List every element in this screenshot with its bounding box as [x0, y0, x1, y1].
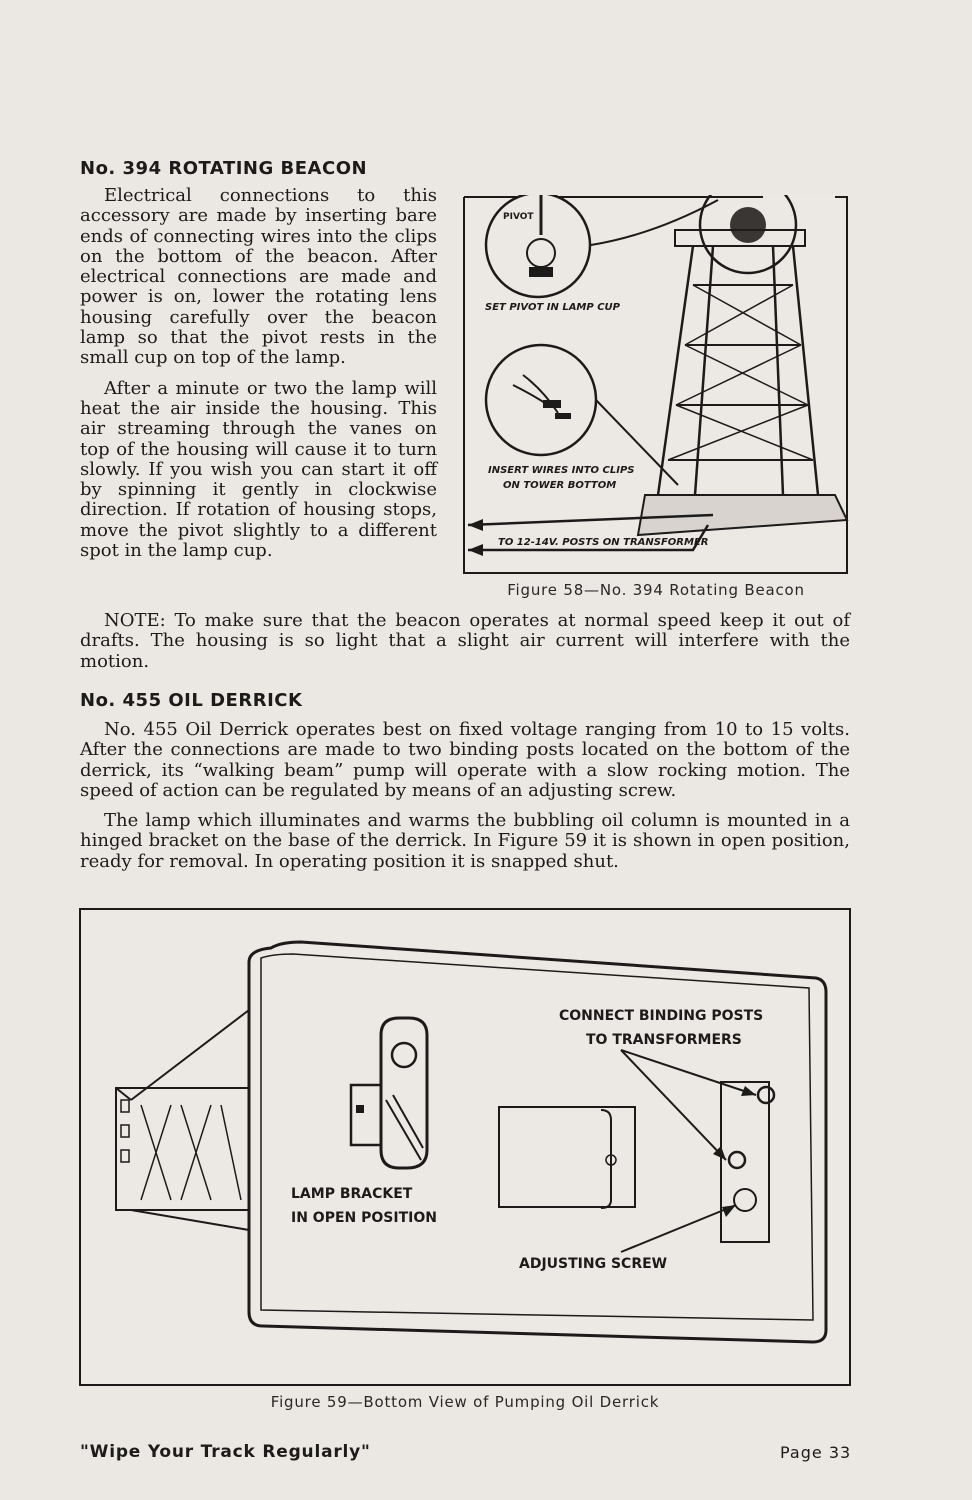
figure-59-caption: Figure 59—Bottom View of Pumping Oil Derrick [270, 1393, 660, 1411]
beacon-paragraph-2: After a minute or two the lamp will heat the air inside the housing. This air streaming through the vanes on top of the housing will cause it to turn slowly. If you wish you can start it off by spinning it gently in clockwise direction. If rotation of housing stops, move the pivot slightly to a different spot in the lamp cup. [80, 377, 437, 562]
derrick-illustration [81, 910, 849, 1384]
beacon-text-column [80, 186, 437, 571]
label-lamp-bracket-1: LAMP BRACKET [291, 1186, 413, 1202]
figure-58-caption: Figure 58—No. 394 Rotating Beacon [507, 581, 805, 599]
beacon-illustration [463, 195, 849, 575]
label-set-pivot: SET PIVOT IN LAMP CUP [485, 302, 620, 313]
footer-slogan: "Wipe Your Track Regularly" [80, 1442, 371, 1462]
label-pivot: PIVOT [503, 212, 534, 222]
label-transformer-posts: TO 12-14V. POSTS ON TRANSFORMER [498, 537, 709, 548]
beacon-note: NOTE: To make sure that the beacon operates at normal speed keep it out of drafts. The housing is so light that a slight air current will interfere with the motion. [80, 610, 850, 672]
label-lamp-bracket-2: IN OPEN POSITION [291, 1210, 437, 1226]
derrick-base-outline [249, 942, 826, 1342]
pivot-detail-circle [486, 195, 590, 297]
label-connect-posts-1: CONNECT BINDING POSTS [559, 1008, 764, 1024]
page-number: Page 33 [780, 1443, 852, 1462]
derrick-paragraph-1: No. 455 Oil Derrick operates best on fixed voltage ranging from 10 to 15 volts. After the connections are made to two binding posts located on the bottom of the derrick, its “walking beam” pump will operate with a slow rocking motion. The speed of action can be regulated by means of an adjusting screw. [80, 719, 850, 801]
label-insert-wires-2: ON TOWER BOTTOM [503, 480, 617, 491]
beacon-note-block [80, 611, 850, 682]
label-connect-posts-2: TO TRANSFORMERS [586, 1032, 742, 1048]
label-adjusting-screw: ADJUSTING SCREW [519, 1256, 668, 1272]
derrick-paragraph-2: The lamp which illuminates and warms the bubbling oil column is mounted in a hinged bracket on the base of the derrick. In Figure 59 it is shown in open position, ready for removal. In operating position it is snapped shut. [80, 810, 850, 872]
figure-59 [79, 908, 851, 1386]
figure-58 [463, 195, 849, 575]
beacon-heading: No. 394 ROTATING BEACON [80, 158, 368, 179]
derrick-heading: No. 455 OIL DERRICK [80, 690, 303, 711]
derrick-text-block [80, 720, 850, 882]
label-insert-wires-1: INSERT WIRES INTO CLIPS [488, 465, 635, 476]
beacon-paragraph-1: Electrical connections to this accessory are made by inserting bare ends of connecting wires into the clips on the bottom of the beacon. After electrical connections are made and power is on, lower the rotating lens housing carefully over the beacon lamp so that the pivot rests in the small cup on top of the lamp. [80, 185, 437, 369]
